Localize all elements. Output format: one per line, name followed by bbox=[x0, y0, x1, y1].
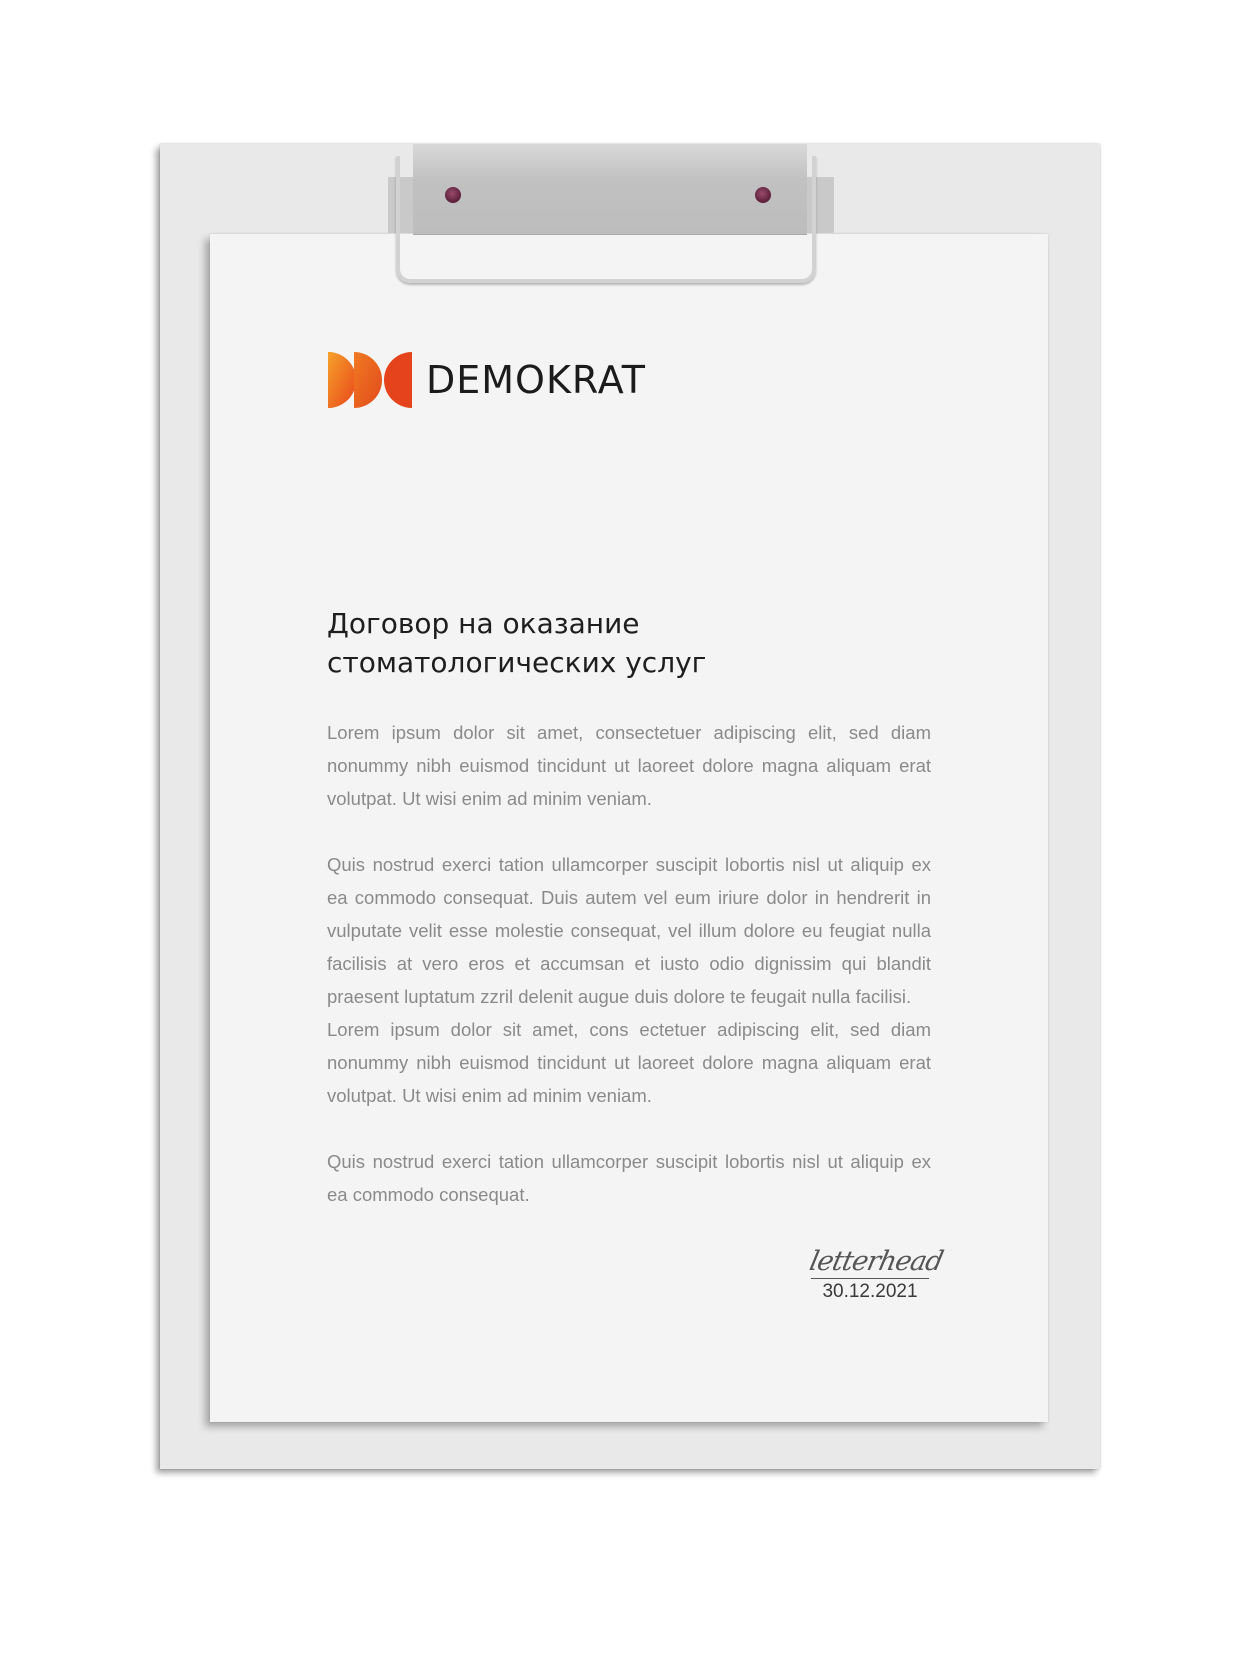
signature: letterhead bbox=[806, 1246, 946, 1277]
paragraph-3: Lorem ipsum dolor sit amet, cons ectetuer adipiscing elit, sed diam nonummy nibh euismod tincidunt ut laoreet dolore magna aliquam erat volutpat. Ut wisi enim ad minim veniam. bbox=[327, 1019, 931, 1106]
document-body bbox=[327, 716, 931, 1211]
document-date: 30.12.2021 bbox=[822, 1281, 918, 1302]
title-line-1: Договор на оказание bbox=[327, 607, 640, 640]
document-title bbox=[327, 604, 887, 682]
company-logo bbox=[328, 352, 646, 408]
paragraph-4: Quis nostrud exerci tation ullamcorper suscipit lobortis nisl ut aliquip ex ea commodo consequat. bbox=[327, 1151, 931, 1205]
paragraph-gap bbox=[327, 1112, 931, 1145]
paragraph-1: Lorem ipsum dolor sit amet, consectetuer adipiscing elit, sed diam nonummy nibh euismod tincidunt ut laoreet dolore magna aliquam erat volutpat. Ut wisi enim ad minim veniam. bbox=[327, 722, 931, 809]
logo-wordmark: DEMOKRAT bbox=[426, 358, 647, 402]
title-line-2: стоматологических услуг bbox=[327, 646, 707, 679]
signature-block bbox=[806, 1246, 946, 1305]
paragraph-2: Quis nostrud exerci tation ullamcorper suscipit lobortis nisl ut aliquip ex ea commodo consequat. Duis autem vel eum iriure dolor in hendrerit in vulputate velit esse molestie consequat, vel illum dolore eu feugiat nulla facilisis at vero eros et accumsan et iusto odio dignissim qui blandit praesent luptatum zzril delenit augue duis dolore te feugait nulla facilisi. bbox=[327, 854, 931, 1007]
logo-mark-icon bbox=[328, 352, 412, 408]
clip-wire bbox=[396, 156, 816, 283]
paragraph-gap bbox=[327, 815, 931, 848]
